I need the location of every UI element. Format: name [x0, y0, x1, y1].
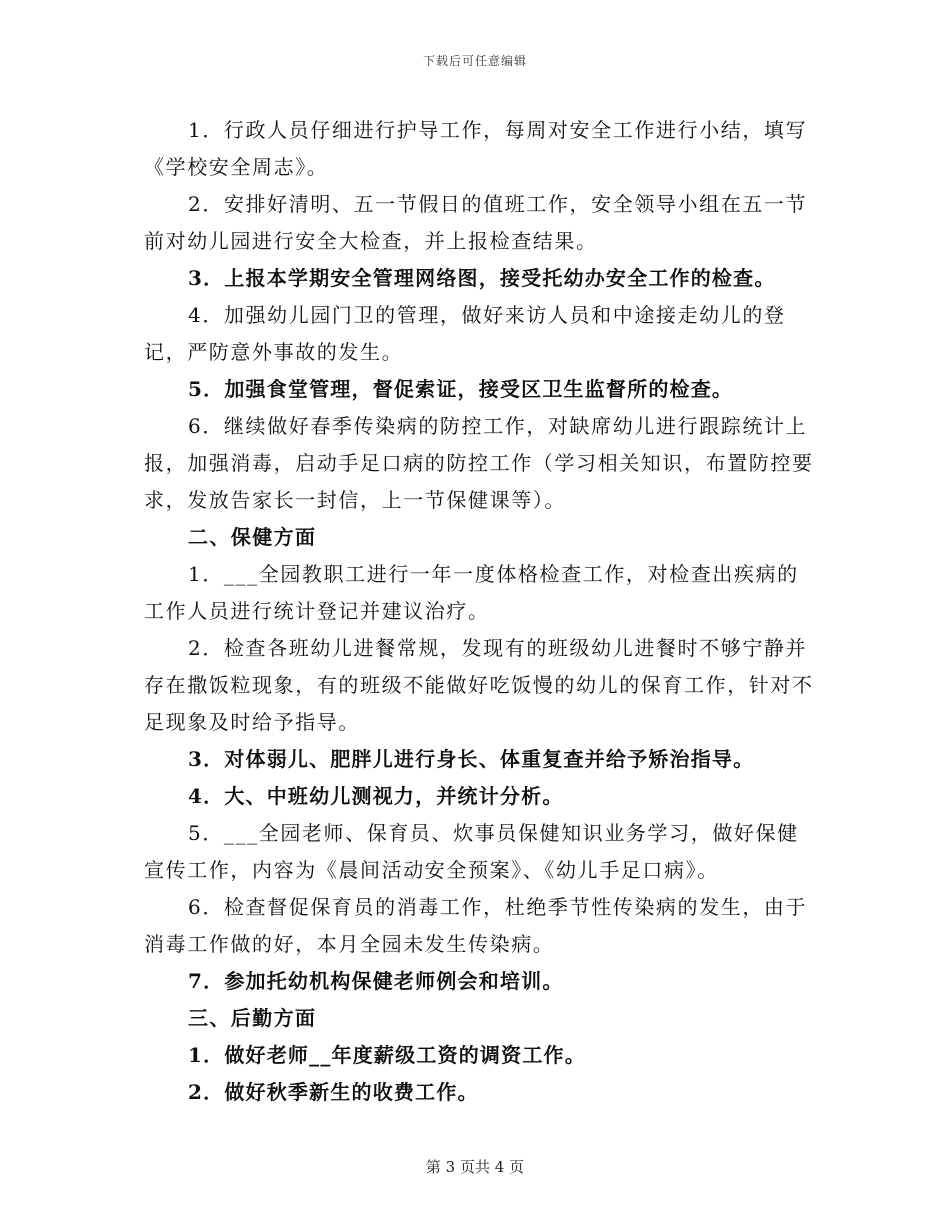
paragraph: 2．做好秋季新生的收费工作。 [188, 1080, 479, 1104]
paragraph: 2．检查各班幼儿进餐常规，发现有的班级幼儿进餐时不够宁静并存在撒饭粒现象，有的班级不能做好吃饭慢的幼儿的保育工作，针对不足现象及时给予指导。 [144, 636, 814, 734]
paragraph: 3．上报本学期安全管理网络图，接受托幼办安全工作的检查。 [188, 266, 776, 290]
paragraph: 5．加强食堂管理，督促索证，接受区卫生监督所的检查。 [188, 377, 734, 401]
document-body [144, 112, 814, 1111]
paragraph: 2．安排好清明、五一节假日的值班工作，安全领导小组在五一节前对幼儿园进行安全大检查，并上报检查结果。 [144, 192, 808, 253]
paragraph: 6．检查督促保育员的消毒工作，杜绝季节性传染病的发生，由于消毒工作做的好，本月全园未发生传染病。 [144, 895, 808, 956]
paragraph: 1．___全园教职工进行一年一度体格检查工作，对检查出疾病的工作人员进行统计登记并建议治疗。 [144, 562, 799, 623]
paragraph: 4．大、中班幼儿测视力，并统计分析。 [188, 784, 564, 808]
paragraph: 1．行政人员仔细进行护导工作，每周对安全工作进行小结，填写《学校安全周志》。 [144, 118, 808, 179]
section-heading: 二、保健方面 [188, 525, 317, 549]
page-header: 下载后可任意编辑 [422, 54, 527, 68]
paragraph: 3．对体弱儿、肥胖儿进行身长、体重复查并给予矫治指导。 [188, 747, 755, 771]
paragraph: 5．___全园老师、保育员、炊事员保健知识业务学习，做好保健宣传工作，内容为《晨间活动安全预案》、《幼儿手足口病》。 [144, 821, 799, 882]
paragraph: 7．参加托幼机构保健老师例会和培训。 [188, 969, 564, 993]
paragraph: 1．做好老师__年度薪级工资的调资工作。 [188, 1043, 586, 1067]
section-heading: 三、后勤方面 [188, 1006, 317, 1030]
paragraph: 6．继续做好春季传染病的防控工作，对缺席幼儿进行跟踪统计上报，加强消毒，启动手足口病的防控工作（学习相关知识，布置防控要求，发放告家长一封信，上一节保健课等）。 [144, 414, 814, 512]
page-footer: 第 3 页共 4 页 [425, 1158, 525, 1176]
paragraph: 4．加强幼儿园门卫的管理，做好来访人员和中途接走幼儿的登记，严防意外事故的发生。 [144, 303, 786, 364]
